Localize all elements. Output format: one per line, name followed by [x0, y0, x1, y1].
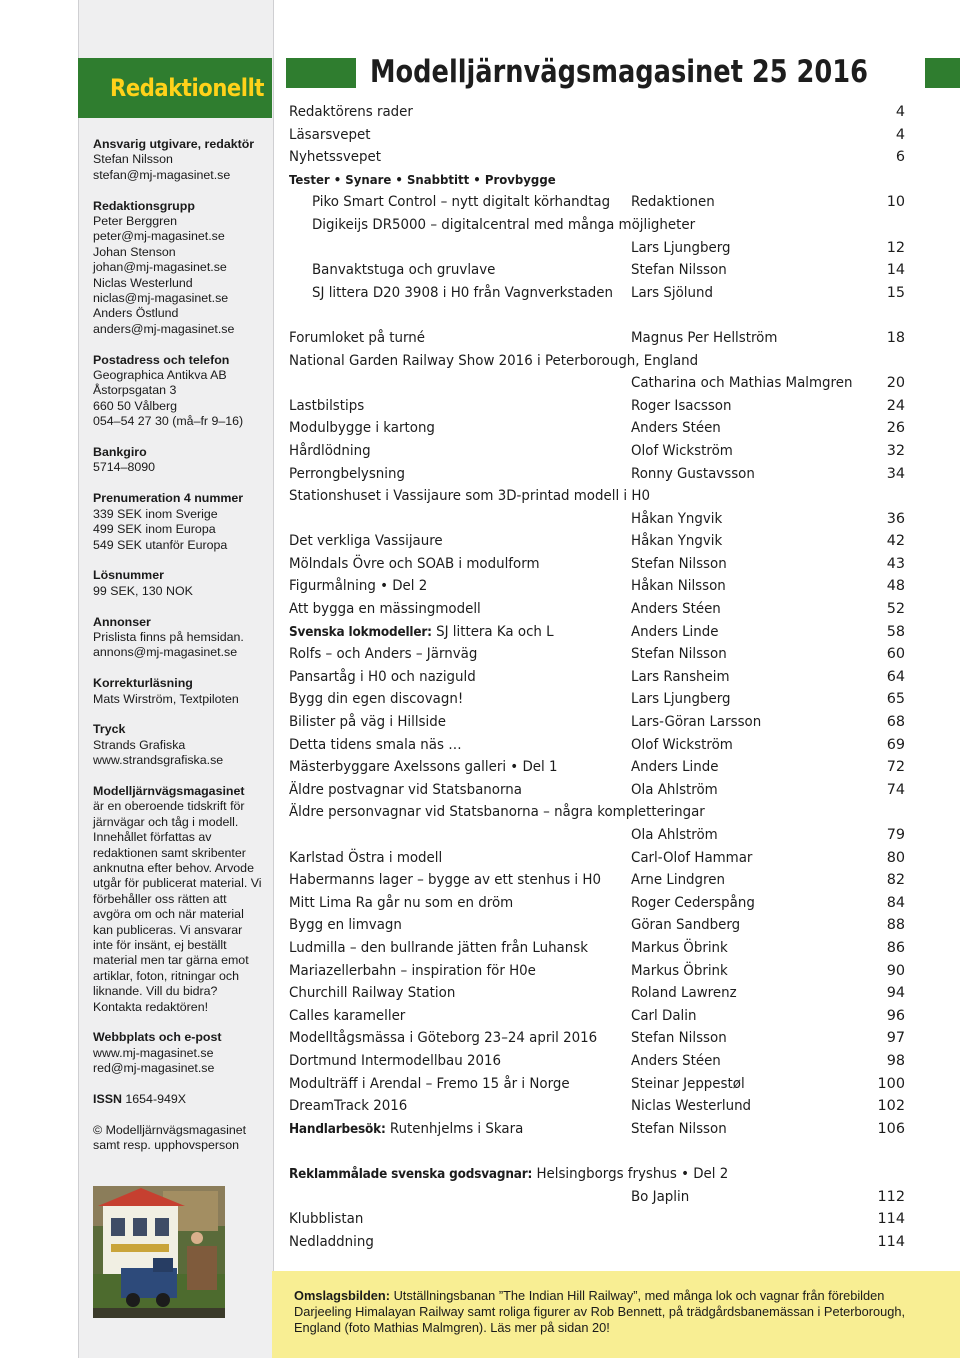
toc-page-number: 15 — [886, 284, 905, 301]
toc-author: Carl Dalin — [631, 1007, 697, 1024]
toc-page-number: 42 — [886, 533, 905, 550]
toc-page-number: 69 — [886, 736, 905, 753]
sidebar-line: 99 SEK, 130 NOK — [93, 583, 193, 598]
toc-page-number: 102 — [877, 1098, 905, 1115]
sidebar-block-label: Ansvarig utgivare, redaktör — [93, 137, 255, 151]
sidebar-heading: Redaktionellt — [110, 74, 265, 102]
toc-page-number: 74 — [886, 781, 905, 798]
toc-page-number: 60 — [886, 646, 905, 663]
toc-title: Klubblistan — [289, 1211, 364, 1228]
sidebar-line: stefan@mj-magasinet.se — [93, 167, 231, 182]
toc-author: Håkan Nilsson — [631, 578, 726, 595]
toc-author: Magnus Per Hellström — [631, 329, 778, 346]
sidebar-block-label: Redaktionsgrupp — [93, 198, 195, 213]
toc-row — [289, 1073, 909, 1096]
sidebar-block — [93, 615, 263, 661]
sidebar-block-label: ISSN — [93, 1092, 122, 1107]
toc-page-number: 98 — [886, 1052, 905, 1069]
toc-row — [289, 688, 909, 711]
toc-page-number: 34 — [886, 465, 905, 482]
toc-row — [289, 327, 909, 350]
toc-author: Stefan Nilsson — [631, 555, 727, 572]
sidebar-line: www.mj-magasinet.se — [93, 1045, 214, 1060]
toc-title: Modelltågsmässa i Göteborg 23–24 april 2016 — [289, 1030, 598, 1047]
toc-title: Nedladdning — [289, 1233, 374, 1250]
toc-title: National Garden Railway Show 2016 i Peterborough, England — [289, 352, 699, 369]
toc-row — [289, 417, 909, 440]
page-title: Modelljärnvägsmagasinet 25 2016 — [370, 54, 868, 90]
toc-title: Hårdlödning — [289, 442, 371, 459]
toc-page-number: 114 — [877, 1211, 905, 1228]
toc-row — [289, 350, 909, 373]
toc-page-number: 14 — [886, 262, 905, 279]
toc-title: Mölndals Övre och SOAB i modulform — [289, 555, 540, 572]
sidebar-line: Anders Östlund — [93, 306, 179, 321]
garden-railway-photo — [93, 1186, 225, 1318]
toc-row — [289, 1027, 909, 1050]
toc-row — [289, 1050, 909, 1073]
toc-author: Roger Cederspång — [631, 894, 755, 911]
toc-spacer — [289, 304, 909, 327]
sidebar-block — [93, 491, 263, 553]
sidebar-block-label: Korrekturläsning — [93, 676, 193, 691]
toc-page-number: 10 — [886, 194, 905, 211]
toc-page-number: 72 — [886, 759, 905, 776]
toc-row — [289, 169, 909, 192]
toc-author: Lars Ljungberg — [631, 691, 731, 708]
toc-page-number: 12 — [886, 239, 905, 256]
sidebar-block-label: Webbplats och e-post — [93, 1030, 222, 1045]
sidebar-line: Åstorpsgatan 3 — [93, 383, 177, 398]
toc-row — [289, 463, 909, 486]
cover-caption-body: Utställningsbanan ”The Indian Hill Railway”, med många lok och vagnar från förebilden Darjeeling Himalayan Railway samt roliga figurer av Rob Bennett, på trädgårdsbanemässan i Peterborough, England (foto Mathias Malmgren). Läs mer på sidan 20! — [294, 1288, 906, 1335]
sidebar-block — [93, 1123, 263, 1154]
toc-row — [289, 101, 909, 124]
toc-author: Carl-Olof Hammar — [631, 849, 753, 866]
toc-row — [289, 259, 909, 282]
toc-row — [289, 237, 909, 260]
toc-author: Lars Ljungberg — [631, 239, 731, 256]
sidebar-block — [93, 445, 263, 476]
toc-author: Anders Linde — [631, 759, 719, 776]
sidebar-line: annons@mj-magasinet.se — [93, 645, 238, 660]
toc-title: Calles karameller — [289, 1007, 406, 1024]
toc-page-number: 24 — [886, 397, 905, 414]
toc-title: Dortmund Intermodellbau 2016 — [289, 1052, 502, 1069]
sidebar-block — [93, 1030, 263, 1076]
sidebar-line: samt resp. upphovsperson — [93, 1138, 240, 1153]
sidebar-block — [93, 353, 263, 430]
toc-title-text: SJ littera Ka och L — [436, 623, 554, 640]
toc-title: Detta tidens smala näs … — [289, 736, 462, 753]
toc-page-number: 4 — [895, 104, 905, 120]
toc-title: Piko Smart Control – nytt digitalt körhandtag — [312, 194, 611, 211]
toc-page-number: 112 — [877, 1188, 905, 1205]
toc-page-number: 6 — [895, 149, 905, 166]
sidebar-block-label: Prenumeration 4 nummer — [93, 491, 244, 506]
sidebar-paragraph: är en oberoende tidskrift för järnvägar och tåg i modell. Innehållet författas av redaktionen samt skribenter anknutna efter behov. Arvode utgår för publicerat material. Vi förbehåller oss rätten att avgöra om och när material kan publiceras. Vi ansvarar inte för insänt, ej beställt material men tar gärna emot artiklar, foton, ritningar och liknande. Vill du bidra? Kontakta redaktören! — [93, 799, 262, 1014]
toc-page-number: 18 — [886, 329, 905, 346]
toc-title: Det verkliga Vassijaure — [289, 533, 443, 550]
toc-title: Äldre postvagnar vid Statsbanorna — [289, 781, 522, 798]
sidebar-block-label: Bankgiro — [93, 445, 147, 460]
sidebar-line: 499 SEK inom Europa — [93, 522, 216, 537]
toc-page-number: 90 — [886, 962, 905, 979]
toc-row — [289, 711, 909, 734]
toc-row — [289, 282, 909, 305]
toc-page-number: 65 — [886, 691, 905, 708]
toc-page-number: 4 — [895, 126, 905, 143]
sidebar-line: Peter Berggren — [93, 214, 178, 229]
toc-row — [289, 146, 909, 169]
toc-title-text: Rutenhjelms i Skara — [389, 1120, 524, 1137]
toc-row — [289, 779, 909, 802]
toc-section-prefix: Reklammålade svenska godsvagnar: — [289, 1166, 533, 1182]
sidebar-line: Niclas Westerlund — [93, 275, 193, 290]
toc-title: Tester • Synare • Snabbtitt • Provbygge — [289, 171, 556, 187]
toc-title: Digikeijs DR5000 – digitalcentral med många möjligheter — [312, 216, 696, 233]
toc-author: Bo Japlin — [631, 1188, 690, 1205]
sidebar-block-label: Modelljärnvägsmagasinet — [93, 783, 245, 798]
sidebar-line: Prislista finns på hemsidan. — [93, 629, 244, 644]
toc-title-text: Helsingborgs fryshus • Del 2 — [536, 1165, 729, 1182]
sidebar-block — [93, 676, 263, 707]
toc-author: Ola Ahlström — [631, 781, 718, 798]
toc-title: Pansartåg i H0 och naziguld — [289, 668, 476, 685]
toc-row — [289, 937, 909, 960]
toc-page-number: 43 — [886, 555, 905, 572]
toc-row — [289, 847, 909, 870]
toc-row — [289, 666, 909, 689]
sidebar-line: peter@mj-magasinet.se — [93, 229, 225, 244]
title-box — [356, 52, 925, 92]
toc-author: Anders Stéen — [631, 420, 721, 437]
toc-row — [289, 643, 909, 666]
toc-page-number: 32 — [886, 442, 905, 459]
toc-title: SJ littera D20 3908 i H0 från Vagnverkstaden — [312, 284, 614, 301]
toc-title: Ludmilla – den bullrande jätten från Luhansk — [289, 939, 588, 956]
toc-row — [289, 1231, 909, 1254]
toc-page-number: 100 — [877, 1075, 905, 1092]
sidebar-line: Strands Grafiska — [93, 737, 186, 752]
toc-author: Stefan Nilsson — [631, 262, 727, 279]
sidebar-content — [93, 137, 263, 1169]
toc-title: Redaktörens rader — [289, 104, 413, 120]
toc-row — [289, 1186, 909, 1209]
toc-row — [289, 191, 909, 214]
toc-author: Anders Linde — [631, 623, 719, 640]
toc-page-number: 86 — [886, 939, 905, 956]
sidebar-line: 549 SEK utanför Europa — [93, 537, 228, 552]
sidebar-line: johan@mj-magasinet.se — [93, 260, 227, 275]
cover-caption-text — [294, 1288, 934, 1336]
toc-row — [289, 530, 909, 553]
toc-row — [289, 801, 909, 824]
toc-page-number: 106 — [877, 1120, 905, 1137]
toc-title: Läsarsvepet — [289, 126, 371, 143]
toc-title — [289, 621, 554, 645]
toc-title: Banvaktstuga och gruvlave — [312, 262, 496, 279]
toc-row — [289, 372, 909, 395]
toc-row — [289, 1095, 909, 1118]
toc-row — [289, 892, 909, 915]
toc-page-number: 114 — [877, 1233, 905, 1250]
toc-title — [289, 1118, 523, 1142]
toc-row — [289, 598, 909, 621]
toc-title: Churchill Railway Station — [289, 985, 456, 1002]
toc-title — [289, 1163, 728, 1187]
toc-title: Att bygga en mässingmodell — [289, 601, 481, 618]
toc-title: Bygg din egen discovagn! — [289, 691, 464, 708]
toc-page-number: 97 — [886, 1030, 905, 1047]
cover-caption-label: Omslagsbilden: — [294, 1288, 390, 1303]
toc-row — [289, 1163, 909, 1186]
toc-author: Olof Wickström — [631, 442, 733, 459]
toc-title: Habermanns lager – bygge av ett stenhus i H0 — [289, 872, 601, 889]
sidebar-line: Stefan Nilsson — [93, 152, 173, 167]
sidebar-block-label: Tryck — [93, 722, 126, 737]
toc-page-number: 82 — [886, 872, 905, 889]
sidebar-line: 339 SEK inom Sverige — [93, 506, 218, 521]
toc-author: Göran Sandberg — [631, 917, 741, 934]
toc-row — [289, 869, 909, 892]
sidebar-block-label: Lösnummer — [93, 568, 164, 583]
toc-title: Modulträff i Arendal – Fremo 15 år i Norge — [289, 1075, 570, 1092]
toc-row — [289, 553, 909, 576]
toc-author: Niclas Westerlund — [631, 1098, 752, 1115]
toc-author: Lars-Göran Larsson — [631, 714, 762, 731]
toc-author: Roger Isacsson — [631, 397, 732, 414]
sidebar-line: Mats Wirström, Textpiloten — [93, 691, 239, 706]
sidebar-block — [93, 784, 263, 1015]
toc-title: Bygg en limvagn — [289, 917, 402, 934]
toc-row — [289, 1208, 909, 1231]
toc-row — [289, 756, 909, 779]
toc-title: Mariazellerbahn – inspiration för H0e — [289, 962, 536, 979]
toc-title: Figurmålning • Del 2 — [289, 578, 428, 595]
toc-page-number: 36 — [886, 510, 905, 527]
sidebar-block — [93, 1092, 263, 1107]
toc-author: Catharina och Mathias Malmgren — [631, 375, 853, 392]
toc-row — [289, 485, 909, 508]
toc-row — [289, 508, 909, 531]
toc-author: Lars Ransheim — [631, 668, 730, 685]
toc-row — [289, 914, 909, 937]
toc-page-number: 20 — [886, 375, 905, 392]
toc-row — [289, 960, 909, 983]
toc-author: Anders Stéen — [631, 601, 721, 618]
toc-row — [289, 982, 909, 1005]
toc-title: Forumloket på turné — [289, 329, 426, 346]
sidebar-line: Johan Stenson — [93, 244, 176, 259]
toc-author: Ronny Gustavsson — [631, 465, 755, 482]
sidebar-line: 660 50 Vålberg — [93, 398, 178, 413]
toc-row — [289, 575, 909, 598]
cover-photo — [93, 1186, 225, 1318]
toc-title: Perrongbelysning — [289, 465, 405, 482]
toc-title: DreamTrack 2016 — [289, 1098, 408, 1115]
toc-page-number: 94 — [886, 985, 905, 1002]
toc-row — [289, 1118, 909, 1141]
toc-row — [289, 440, 909, 463]
toc-page-number: 58 — [886, 623, 905, 640]
toc-title: Mitt Lima Ra går nu som en dröm — [289, 894, 514, 911]
toc-row — [289, 124, 909, 147]
sidebar-block — [93, 199, 263, 338]
toc-section-prefix: Handlarbesök: — [289, 1121, 386, 1137]
toc-row — [289, 1005, 909, 1028]
sidebar-block-label: Postadress och telefon — [93, 352, 230, 367]
toc-author: Stefan Nilsson — [631, 646, 727, 663]
toc-author: Stefan Nilsson — [631, 1120, 727, 1137]
toc-author: Stefan Nilsson — [631, 1030, 727, 1047]
toc-page-number: 52 — [886, 601, 905, 618]
sidebar-line: www.strandsgrafiska.se — [93, 753, 224, 768]
sidebar-line: niclas@mj-magasinet.se — [93, 291, 229, 306]
sidebar-block-value: 1654-949X — [125, 1092, 187, 1107]
toc-author: Håkan Yngvik — [631, 533, 723, 550]
sidebar-line: © Modelljärnvägsmagasinet — [93, 1122, 247, 1137]
sidebar-line: red@mj-magasinet.se — [93, 1061, 215, 1076]
toc-page-number: 48 — [886, 578, 905, 595]
toc-page-number: 64 — [886, 668, 905, 685]
toc-title: Rolfs – och Anders – Järnväg — [289, 646, 478, 663]
table-of-contents — [289, 101, 909, 1253]
toc-title: Modulbygge i kartong — [289, 420, 435, 437]
toc-page-number: 79 — [886, 827, 905, 843]
toc-page-number: 88 — [886, 917, 905, 934]
cover-caption — [272, 1271, 960, 1358]
toc-author: Markus Öbrink — [631, 962, 728, 979]
toc-page-number: 84 — [886, 894, 905, 911]
toc-title: Bilister på väg i Hillside — [289, 714, 446, 731]
toc-row — [289, 734, 909, 757]
sidebar-block-label: Annonser — [93, 614, 151, 629]
toc-section-prefix: Svenska lokmodeller: — [289, 624, 432, 640]
toc-page-number: 80 — [886, 849, 905, 866]
toc-page-number: 96 — [886, 1007, 905, 1024]
toc-author: Ola Ahlström — [631, 827, 718, 843]
toc-author: Arne Lindgren — [631, 872, 725, 889]
toc-author: Håkan Yngvik — [631, 510, 723, 527]
sidebar-block — [93, 137, 263, 183]
toc-row — [289, 214, 909, 237]
toc-spacer — [289, 1140, 909, 1163]
toc-row — [289, 395, 909, 418]
sidebar-line: 5714–8090 — [93, 460, 156, 475]
toc-title: Nyhetssvepet — [289, 149, 381, 166]
toc-title: Äldre personvagnar vid Statsbanorna – några kompletteringar — [289, 804, 705, 821]
toc-author: Roland Lawrenz — [631, 985, 737, 1002]
toc-author: Lars Sjölund — [631, 284, 713, 301]
toc-author: Steinar Jeppestøl — [631, 1075, 745, 1092]
toc-author: Olof Wickström — [631, 736, 733, 753]
toc-page-number: 68 — [886, 714, 905, 731]
toc-row — [289, 824, 909, 847]
sidebar-line: Geographica Antikva AB — [93, 368, 227, 383]
sidebar-heading-bar — [78, 58, 272, 118]
sidebar-line: 054–54 27 30 (må–fr 9–16) — [93, 414, 244, 429]
toc-title: Mästerbyggare Axelssons galleri • Del 1 — [289, 759, 558, 776]
toc-row — [289, 621, 909, 644]
toc-title: Karlstad Östra i modell — [289, 849, 443, 866]
sidebar-line: anders@mj-magasinet.se — [93, 321, 235, 336]
sidebar-block — [93, 722, 263, 768]
toc-author: Anders Stéen — [631, 1052, 721, 1069]
toc-title: Stationshuset i Vassijaure som 3D-printad modell i H0 — [289, 488, 650, 505]
toc-title: Lastbilstips — [289, 397, 365, 414]
toc-page-number: 26 — [886, 420, 905, 437]
sidebar-block — [93, 568, 263, 599]
toc-author: Redaktionen — [631, 194, 715, 211]
toc-author: Markus Öbrink — [631, 939, 728, 956]
